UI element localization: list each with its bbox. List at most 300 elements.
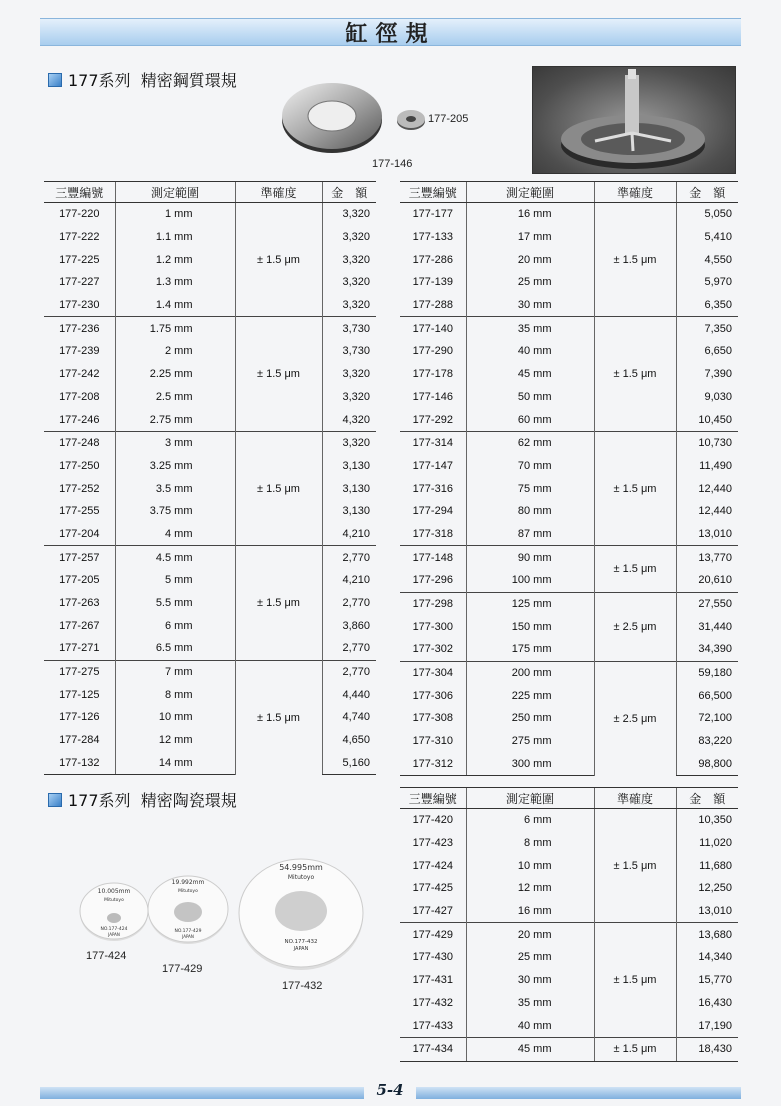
table-row: [44, 546, 376, 569]
table-row: [44, 683, 376, 706]
model-number: 177-434: [400, 1037, 466, 1061]
price: 16,430: [676, 992, 738, 1015]
accuracy: ± 1.5 μm: [594, 317, 676, 431]
ring-424-brand: Mitutoyo: [104, 898, 124, 903]
table-row: [400, 969, 738, 992]
model-number: 177-425: [412, 882, 453, 895]
measuring-range: 1.3 mm: [115, 271, 235, 294]
ring-424-id: NO.177-424: [100, 927, 128, 932]
price: 20,610: [676, 569, 738, 592]
model-number: 177-298: [400, 592, 466, 615]
header-range: 測定範圍: [466, 182, 594, 203]
accuracy: ± 1.5 μm: [594, 431, 676, 545]
price: 4,440: [322, 683, 376, 706]
table-row: [400, 317, 738, 340]
table-row: [400, 523, 738, 546]
header-model: 三豐編號: [44, 182, 115, 203]
price: 13,680: [676, 923, 738, 946]
price: 7,350: [676, 317, 738, 340]
table-row: [44, 386, 376, 409]
table-row: [44, 500, 376, 523]
table-row: [44, 226, 376, 249]
model-number: 177-420: [412, 814, 453, 827]
price: 4,650: [322, 729, 376, 752]
measuring-range: 90 mm: [466, 546, 594, 569]
table-row: [400, 363, 738, 386]
accuracy: ± 2.5 μm: [594, 592, 676, 661]
model-number: 177-177: [412, 208, 453, 221]
price: 5,410: [676, 226, 738, 249]
ceramic-table: [400, 787, 738, 1062]
price: 3,130: [322, 455, 376, 478]
measuring-range: 50 mm: [466, 386, 594, 409]
table-row: [44, 203, 376, 226]
table-row: [400, 248, 738, 271]
measuring-range: 40 mm: [466, 1014, 594, 1037]
table-row: [400, 1014, 738, 1037]
measuring-range: 30 mm: [466, 294, 594, 317]
caption-ceramic-424: 177-424: [86, 950, 127, 962]
price: 13,770: [676, 546, 738, 569]
table-row: [400, 203, 738, 226]
table-row: [44, 752, 376, 775]
price: 9,030: [676, 386, 738, 409]
table-row: [44, 477, 376, 500]
model-number: 177-220: [59, 208, 100, 221]
model-number: 177-252: [59, 482, 100, 495]
table-row: [400, 386, 738, 409]
page-title: 缸徑規: [345, 21, 436, 47]
price: 3,730: [322, 317, 376, 340]
model-number: 177-236: [44, 317, 115, 340]
table-row: [400, 294, 738, 317]
price: 5,160: [322, 752, 376, 775]
accuracy: ± 1.5 μm: [594, 923, 676, 1037]
table-row: [44, 637, 376, 660]
ring-429-brand: Mitutoyo: [178, 889, 198, 894]
price: 18,430: [676, 1037, 738, 1061]
measuring-range: 2.75 mm: [115, 408, 235, 431]
price: 15,770: [676, 969, 738, 992]
measuring-range: 45 mm: [466, 363, 594, 386]
model-number: 177-140: [400, 317, 466, 340]
price: 10,450: [676, 408, 738, 431]
model-number: 177-267: [59, 619, 100, 632]
measuring-range: 25 mm: [466, 946, 594, 969]
accuracy: ± 1.5 μm: [594, 1037, 676, 1061]
caption-steel-large: 177-146: [372, 158, 413, 170]
model-number: 177-432: [412, 996, 453, 1009]
table-row: [44, 569, 376, 592]
measuring-range: 6 mm: [115, 614, 235, 637]
table-row: [44, 455, 376, 478]
model-number: 177-290: [412, 345, 453, 358]
price: 13,010: [676, 900, 738, 923]
table-row: [400, 500, 738, 523]
measuring-range: 35 mm: [466, 317, 594, 340]
model-number: 177-227: [59, 276, 100, 289]
table-row: [400, 638, 738, 661]
model-number: 177-255: [59, 505, 100, 518]
section-title-steel: 177系列 精密鋼質環規: [68, 71, 237, 90]
model-number: 177-318: [412, 527, 453, 540]
header-price: 金 額: [676, 182, 738, 203]
section-heading-ceramic: [48, 788, 237, 811]
price: 12,250: [676, 877, 738, 900]
header-price: 金 額: [322, 182, 376, 203]
model-number: 177-310: [412, 735, 453, 748]
measuring-range: 12 mm: [466, 877, 594, 900]
accuracy: ± 2.5 μm: [594, 661, 676, 775]
price: 59,180: [676, 661, 738, 684]
model-number: 177-424: [412, 859, 453, 872]
table-row: [400, 900, 738, 923]
measuring-range: 4.5 mm: [115, 546, 235, 569]
measuring-range: 175 mm: [466, 638, 594, 661]
measuring-range: 6 mm: [466, 809, 594, 832]
header-model: 三豐編號: [400, 788, 466, 809]
price: 2,770: [322, 637, 376, 660]
model-number: 177-300: [412, 620, 453, 633]
model-number: 177-239: [59, 345, 100, 358]
table-row: [400, 592, 738, 615]
ring-429-id: NO.177-429: [174, 929, 202, 934]
header-accuracy: 準確度: [594, 182, 676, 203]
model-number: 177-275: [44, 660, 115, 683]
title-banner: [40, 18, 741, 46]
table-row: [400, 684, 738, 707]
caption-ceramic-432: 177-432: [282, 980, 323, 992]
ring-429-origin: JAPAN: [182, 934, 194, 939]
accuracy: ± 1.5 μm: [235, 546, 322, 660]
model-number: 177-205: [59, 574, 100, 587]
model-number: 177-257: [44, 546, 115, 569]
model-number: 177-430: [412, 951, 453, 964]
table-row: [400, 707, 738, 730]
accuracy: ± 1.5 μm: [594, 809, 676, 923]
price: 3,860: [322, 614, 376, 637]
measuring-range: 80 mm: [466, 500, 594, 523]
price: 3,130: [322, 477, 376, 500]
price: 3,320: [322, 248, 376, 271]
measuring-range: 7 mm: [115, 660, 235, 683]
table-row: [44, 523, 376, 546]
measuring-range: 20 mm: [466, 248, 594, 271]
table-row: [400, 455, 738, 478]
model-number: 177-427: [412, 905, 453, 918]
measuring-range: 5.5 mm: [115, 592, 235, 615]
measuring-range: 10 mm: [466, 854, 594, 877]
model-number: 177-230: [59, 299, 100, 312]
price: 5,050: [676, 203, 738, 226]
model-number: 177-139: [412, 276, 453, 289]
table-row: [400, 832, 738, 855]
price: 13,010: [676, 523, 738, 546]
table-row: [400, 477, 738, 500]
accuracy: ± 1.5 μm: [235, 203, 322, 317]
accuracy: ± 1.5 μm: [235, 660, 322, 774]
model-number: 177-304: [400, 661, 466, 684]
measuring-range: 275 mm: [466, 730, 594, 753]
page-number: 5-4: [364, 1080, 416, 1100]
model-number: 177-126: [59, 711, 100, 724]
ring-432-size: 54.995mm: [279, 863, 323, 872]
measuring-range: 12 mm: [115, 729, 235, 752]
measuring-range: 62 mm: [466, 431, 594, 454]
model-number: 177-314: [400, 431, 466, 454]
table-row: [400, 1037, 738, 1061]
price: 4,740: [322, 706, 376, 729]
price: 3,320: [322, 431, 376, 454]
table-row: [400, 271, 738, 294]
measuring-range: 30 mm: [466, 969, 594, 992]
accuracy: ± 1.5 μm: [235, 431, 322, 545]
model-number: 177-312: [400, 753, 466, 776]
measuring-range: 250 mm: [466, 707, 594, 730]
price: 3,130: [322, 500, 376, 523]
price: 10,350: [676, 809, 738, 832]
price: 66,500: [676, 684, 738, 707]
measuring-range: 1.2 mm: [115, 248, 235, 271]
measuring-range: 100 mm: [466, 569, 594, 592]
price: 72,100: [676, 707, 738, 730]
table-row: [400, 923, 738, 946]
model-number: 177-423: [412, 837, 453, 850]
measuring-range: 225 mm: [466, 684, 594, 707]
table-row: [400, 730, 738, 753]
model-number: 177-204: [59, 527, 100, 540]
table-row: [44, 294, 376, 317]
measuring-range: 2.5 mm: [115, 386, 235, 409]
table-row: [44, 729, 376, 752]
ring-424-size: 10.005mm: [97, 888, 131, 895]
price: 3,320: [322, 363, 376, 386]
ring-432-origin: JAPAN: [293, 946, 309, 952]
measuring-range: 8 mm: [466, 832, 594, 855]
table-row: [400, 340, 738, 363]
model-number: 177-271: [59, 642, 100, 655]
measuring-range: 14 mm: [115, 752, 235, 775]
header-range: 測定範圍: [466, 788, 594, 809]
model-number: 177-294: [412, 505, 453, 518]
price: 10,730: [676, 431, 738, 454]
ring-432-brand: Mitutoyo: [287, 874, 315, 881]
measuring-range: 3 mm: [115, 431, 235, 454]
steel-ring-small-image: [395, 108, 427, 132]
table-row: [400, 809, 738, 832]
measuring-range: 2 mm: [115, 340, 235, 363]
accuracy: ± 1.5 μm: [594, 546, 676, 592]
model-number: 177-429: [400, 923, 466, 946]
ceramic-ring-429-image: [146, 872, 230, 946]
table-row: [400, 408, 738, 431]
table-row: [44, 317, 376, 340]
price: 11,680: [676, 854, 738, 877]
measuring-range: 25 mm: [466, 271, 594, 294]
table-row: [400, 615, 738, 638]
price: 11,490: [676, 455, 738, 478]
caption-steel-small: 177-205: [428, 113, 469, 125]
measuring-range: 6.5 mm: [115, 637, 235, 660]
price: 3,320: [322, 386, 376, 409]
bore-gauge-setting-photo: [532, 66, 736, 174]
table-row: [400, 661, 738, 684]
model-number: 177-133: [412, 231, 453, 244]
measuring-range: 60 mm: [466, 408, 594, 431]
model-number: 177-147: [412, 459, 453, 472]
price: 4,550: [676, 248, 738, 271]
model-number: 177-433: [412, 1019, 453, 1032]
price: 17,190: [676, 1014, 738, 1037]
price: 4,210: [322, 569, 376, 592]
price: 14,340: [676, 946, 738, 969]
table-row: [400, 569, 738, 592]
ceramic-ring-424-image: [78, 880, 150, 942]
measuring-range: 16 mm: [466, 900, 594, 923]
header-range: 測定範圍: [115, 182, 235, 203]
measuring-range: 45 mm: [466, 1037, 594, 1061]
price: 2,770: [322, 546, 376, 569]
model-number: 177-284: [59, 734, 100, 747]
price: 3,320: [322, 294, 376, 317]
model-number: 177-125: [59, 688, 100, 701]
table-row: [400, 431, 738, 454]
measuring-range: 125 mm: [466, 592, 594, 615]
model-number: 177-146: [412, 390, 453, 403]
section-marker-icon: [48, 793, 62, 807]
measuring-range: 20 mm: [466, 923, 594, 946]
measuring-range: 5 mm: [115, 569, 235, 592]
model-number: 177-208: [59, 390, 100, 403]
measuring-range: 1.4 mm: [115, 294, 235, 317]
table-row: [44, 248, 376, 271]
table-row: [400, 854, 738, 877]
ceramic-ring-432-image: [236, 855, 366, 973]
price: 34,390: [676, 638, 738, 661]
table-row: [44, 363, 376, 386]
measuring-range: 16 mm: [466, 203, 594, 226]
table-row: [400, 877, 738, 900]
table-row: [44, 592, 376, 615]
model-number: 177-288: [412, 299, 453, 312]
price: 5,970: [676, 271, 738, 294]
section-title-ceramic: 177系列 精密陶瓷環規: [68, 791, 237, 810]
header-accuracy: 準確度: [594, 788, 676, 809]
model-number: 177-302: [412, 643, 453, 656]
table-row: [400, 946, 738, 969]
price: 6,650: [676, 340, 738, 363]
table-row: [44, 660, 376, 683]
model-number: 177-242: [59, 368, 100, 381]
model-number: 177-316: [412, 482, 453, 495]
model-number: 177-246: [59, 413, 100, 426]
steel-ring-gauge-image: [280, 80, 385, 155]
model-number: 177-263: [59, 597, 100, 610]
price: 3,320: [322, 271, 376, 294]
table-row: [400, 546, 738, 569]
measuring-range: 1.1 mm: [115, 226, 235, 249]
price: 6,350: [676, 294, 738, 317]
measuring-range: 87 mm: [466, 523, 594, 546]
table-row: [44, 614, 376, 637]
price: 12,440: [676, 477, 738, 500]
price: 2,770: [322, 660, 376, 683]
model-number: 177-250: [59, 459, 100, 472]
price: 3,320: [322, 203, 376, 226]
model-number: 177-132: [44, 752, 115, 775]
price: 2,770: [322, 592, 376, 615]
measuring-range: 8 mm: [115, 683, 235, 706]
measuring-range: 70 mm: [466, 455, 594, 478]
price: 83,220: [676, 730, 738, 753]
measuring-range: 200 mm: [466, 661, 594, 684]
measuring-range: 3.25 mm: [115, 455, 235, 478]
ring-424-origin: JAPAN: [108, 932, 120, 937]
measuring-range: 150 mm: [466, 615, 594, 638]
price: 11,020: [676, 832, 738, 855]
price: 27,550: [676, 592, 738, 615]
measuring-range: 10 mm: [115, 706, 235, 729]
measuring-range: 35 mm: [466, 992, 594, 1015]
caption-ceramic-429: 177-429: [162, 963, 203, 975]
header-model: 三豐編號: [400, 182, 466, 203]
measuring-range: 40 mm: [466, 340, 594, 363]
table-row: [44, 271, 376, 294]
table-row: [44, 706, 376, 729]
price: 3,730: [322, 340, 376, 363]
table-row: [400, 753, 738, 776]
table-row: [44, 431, 376, 454]
measuring-range: 1 mm: [115, 203, 235, 226]
steel-table-large: [400, 181, 738, 776]
price: 98,800: [676, 753, 738, 776]
model-number: 177-248: [44, 431, 115, 454]
model-number: 177-286: [412, 253, 453, 266]
price: 3,320: [322, 226, 376, 249]
model-number: 177-308: [412, 712, 453, 725]
model-number: 177-225: [59, 253, 100, 266]
model-number: 177-296: [412, 574, 453, 587]
measuring-range: 4 mm: [115, 523, 235, 546]
model-number: 177-148: [400, 546, 466, 569]
measuring-range: 3.75 mm: [115, 500, 235, 523]
measuring-range: 1.75 mm: [115, 317, 235, 340]
section-marker-icon: [48, 73, 62, 87]
header-price: 金 額: [676, 788, 738, 809]
accuracy: ± 1.5 μm: [594, 203, 676, 317]
price: 7,390: [676, 363, 738, 386]
accuracy: ± 1.5 μm: [235, 317, 322, 431]
table-row: [400, 992, 738, 1015]
model-number: 177-178: [412, 368, 453, 381]
model-number: 177-222: [59, 231, 100, 244]
price: 31,440: [676, 615, 738, 638]
ring-429-size: 19.992mm: [171, 879, 205, 886]
model-number: 177-292: [412, 413, 453, 426]
section-heading-steel: [48, 68, 237, 91]
ring-432-id: NO.177-432: [284, 939, 318, 945]
measuring-range: 75 mm: [466, 477, 594, 500]
table-row: [44, 408, 376, 431]
table-row: [400, 226, 738, 249]
measuring-range: 3.5 mm: [115, 477, 235, 500]
measuring-range: 2.25 mm: [115, 363, 235, 386]
measuring-range: 300 mm: [466, 753, 594, 776]
header-accuracy: 準確度: [235, 182, 322, 203]
model-number: 177-306: [412, 689, 453, 702]
table-row: [44, 340, 376, 363]
price: 12,440: [676, 500, 738, 523]
